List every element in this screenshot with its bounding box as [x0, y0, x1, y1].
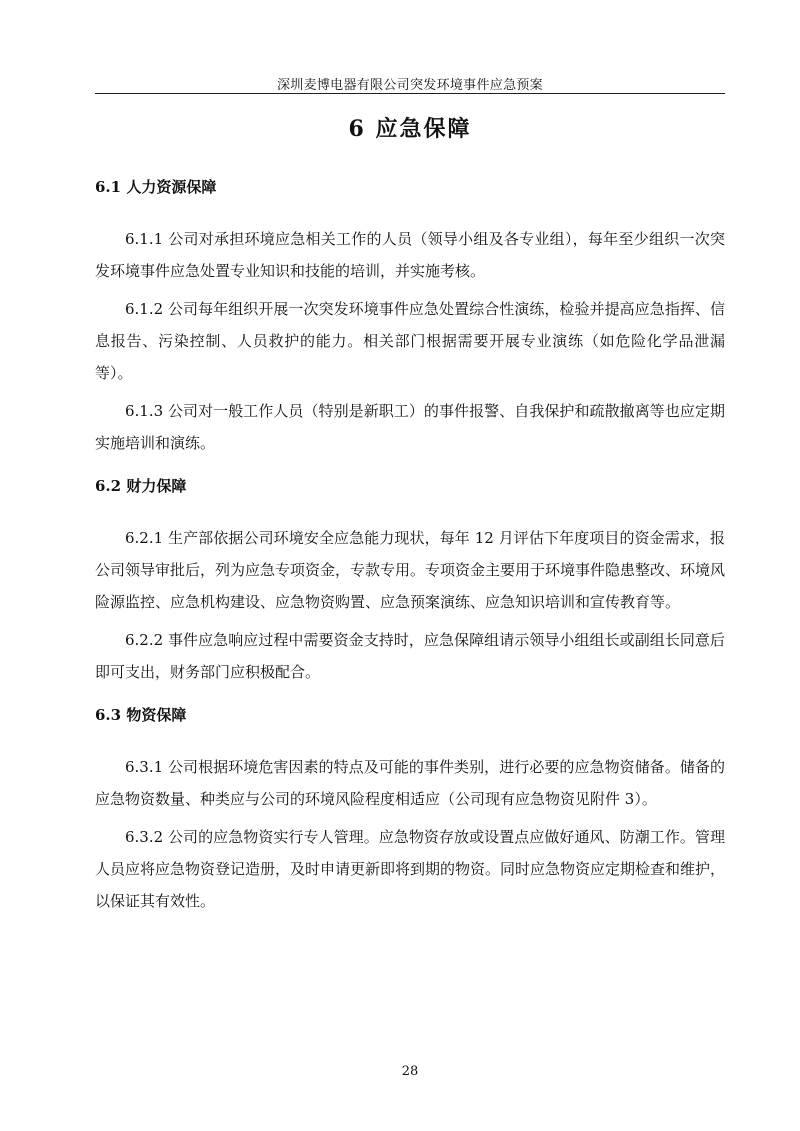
section-financial [95, 471, 725, 688]
paragraph: 6.3.1 公司根据环境危害因素的特点及可能的事件类别，进行必要的应急物资储备。储备的应急物资数量、种类应与公司的环境风险程度相适应（公司现有应急物资见附件 3）。 [95, 758, 725, 808]
paragraph: 6.1.3 公司对一般工作人员（特别是新职工）的事件报警、自我保护和疏散撤离等也应定期实施培训和演练。 [95, 402, 725, 452]
chapter-title: 6 应急保障 [348, 116, 472, 142]
document-body [95, 172, 725, 923]
page-number: 28 [401, 1064, 419, 1079]
paragraph: 6.3.2 公司的应急物资实行专人管理。应急物资存放或设置点应做好通风、防潮工作。管理人员应将应急物资登记造册，及时申请更新即将到期的物资。同时应急物资应定期检查和维护，以保证其有效性。 [95, 828, 726, 910]
section-heading: 6.1 人力资源保障 [95, 178, 217, 196]
paragraph: 6.1.1 公司对承担环境应急相关工作的人员（领导小组及各专业组），每年至少组织一次突发环境事件应急处置专业知识和技能的培训，并实施考核。 [95, 230, 725, 280]
running-header: 深圳麦博电器有限公司突发环境事件应急预案 [276, 78, 543, 93]
paragraph: 6.1.2 公司每年组织开展一次突发环境事件应急处置综合性演练，检验并提高应急指挥、信息报告、污染控制、人员救护的能力。相关部门根据需要开展专业演练（如危险化学品泄漏等）。 [95, 300, 725, 382]
paragraph: 6.2.2 事件应急响应过程中需要资金支持时，应急保障组请示领导小组组长或副组长同意后即可支出，财务部门应积极配合。 [95, 631, 725, 681]
section-human-resources [95, 172, 725, 459]
paragraph: 6.2.1 生产部依据公司环境安全应急能力现状，每年 12 月评估下年度项目的资金需求，报公司领导审批后，列为应急专项资金，专款专用。专项资金主要用于环境事件隐患整改、环境风险源监控、应急机构建设、应急物资购置、应急预案演练、应急知识培训和宣传教育等。 [95, 529, 726, 611]
section-materials [95, 700, 725, 917]
section-heading: 6.3 物资保障 [95, 706, 187, 724]
header-divider [95, 93, 725, 94]
section-heading: 6.2 财力保障 [95, 477, 187, 495]
